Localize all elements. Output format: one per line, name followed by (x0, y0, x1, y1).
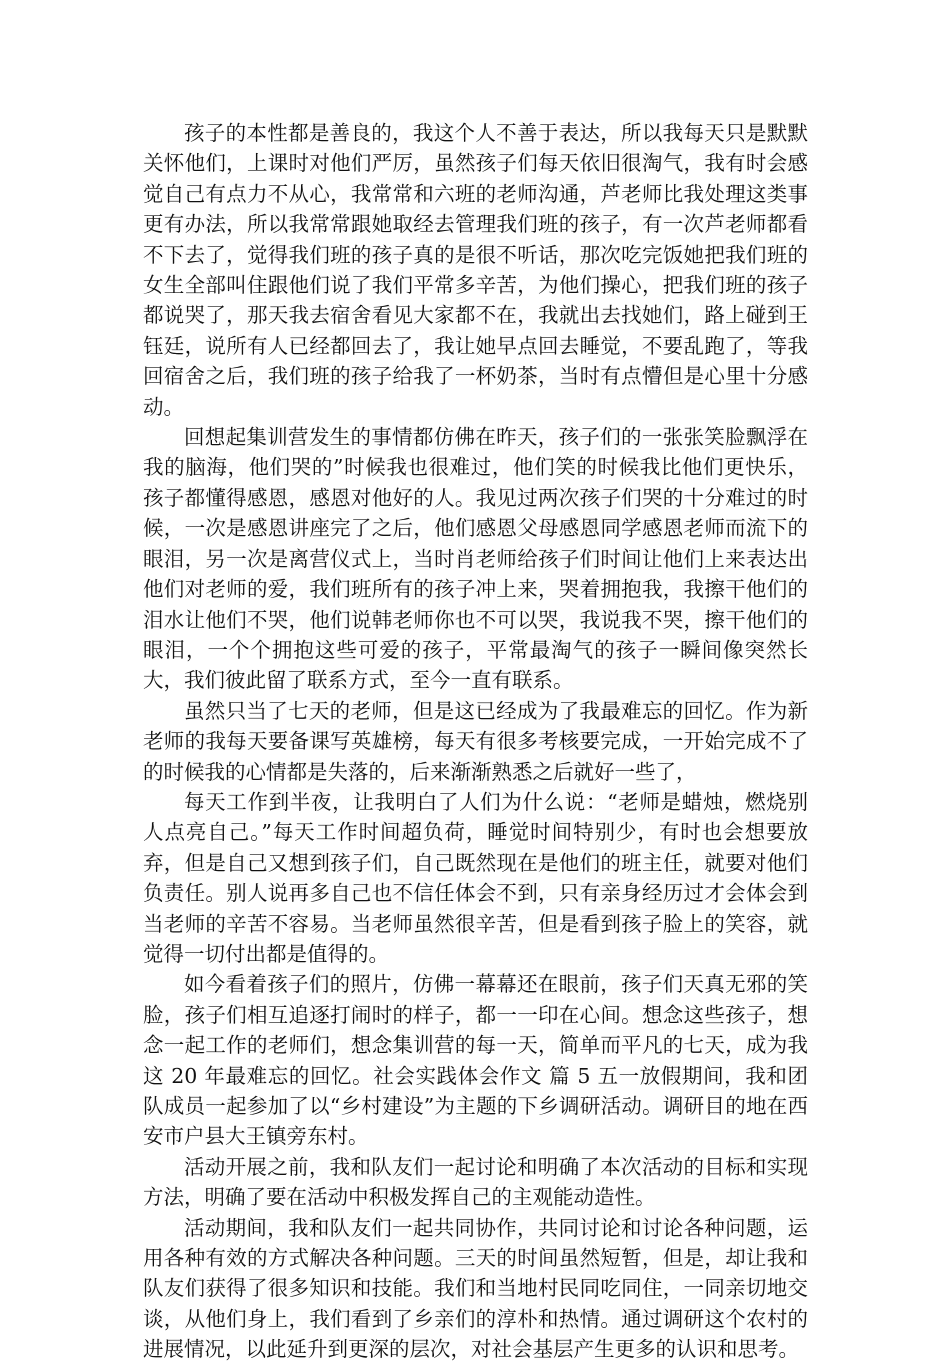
document-page (143, 118, 808, 1365)
paragraph: 虽然只当了七天的老师，但是这已经成为了我最难忘的回忆。作为新老师的我每天要备课写英雄榜，每天有很多考核要完成，一开始完成不了的时候我的心情都是失落的，后来渐渐熟悉之后就好一些了， (143, 698, 808, 784)
paragraph: 活动期间，我和队友们一起共同协作，共同讨论和讨论各种问题，运用各种有效的方式解决各种问题。三天的时间虽然短暂，但是，却让我和队友们获得了很多知识和技能。我们和当地村民同吃同住，一同亲切地交谈，从他们身上，我们看到了乡亲们的淳朴和热情。通过调研这个农村的进展情况，以此延升到更深的层次，对社会基层产生更多的认识和思考。 (143, 1215, 808, 1362)
paragraph: 如今看着孩子们的照片，仿佛一幕幕还在眼前，孩子们天真无邪的笑脸，孩子们相互追逐打闹时的样子，都一一印在心间。想念这些孩子，想念一起工作的老师们，想念集训营的每一天，简单而平凡的七天，成为我这 20 年最难忘的回忆。社会实践体会作文 篇 5 五一放假期间，我和团队成员一起参加了以“乡村建设”为主题的下乡调研活动。调研目的地在西安市户县大王镇旁东村。 (143, 972, 808, 1149)
paragraph: 孩子的本性都是善良的，我这个人不善于表达，所以我每天只是默默关怀他们，上课时对他们严厉，虽然孩子们每天依旧很淘气，我有时会感觉自己有点力不从心，我常常和六班的老师沟通，芦老师比我处理这类事更有办法，所以我常常跟她取经去管理我们班的孩子，有一次芦老师都看不下去了，觉得我们班的孩子真的是很不听话，那次吃完饭她把我们班的女生全部叫住跟他们说了我们平常多辛苦，为他们操心，把我们班的孩子都说哭了，那天我去宿舍看见大家都不在，我就出去找她们，路上碰到王钰廷，说所有人已经都回去了，我让她早点回去睡觉，不要乱跑了，等我回宿舍之后，我们班的孩子给我了一杯奶茶，当时有点懵但是心里十分感动。 (143, 121, 808, 419)
paragraph: 回想起集训营发生的事情都仿佛在昨天，孩子们的一张张笑脸飘浮在我的脑海，他们哭的”时候我也很难过，他们笑的时候我比他们更快乐，孩子都懂得感恩，感恩对他好的人。我见过两次孩子们哭的十分难过的时候，一次是感恩讲座完了之后，他们感恩父母感恩同学感恩老师而流下的眼泪，另一次是离营仪式上，当时肖老师给孩子们时间让他们上来表达出他们对老师的爱，我们班所有的孩子冲上来，哭着拥抱我，我擦干他们的泪水让他们不哭，他们说韩老师你也不可以哭，我说我不哭，擦干他们的眼泪，一个个拥抱这些可爱的孩子，平常最淘气的孩子一瞬间像突然长大，我们彼此留了联系方式，至今一直有联系。 (143, 425, 808, 693)
paragraph: 每天工作到半夜，让我明白了人们为什么说：“老师是蜡烛，燃烧别人点亮自己。”每天工作时间超负荷，睡觉时间特别少，有时也会想要放弃，但是自己又想到孩子们，自己既然现在是他们的班主任，就要对他们负责任。别人说再多自己也不信任体会不到，只有亲身经历过才会体会到当老师的辛苦不容易。当老师虽然很辛苦，但是看到孩子脸上的笑容，就觉得一切付出都是值得的。 (143, 789, 808, 966)
paragraph: 活动开展之前，我和队友们一起讨论和明确了本次活动的目标和实现方法，明确了要在活动中积极发挥自己的主观能动造性。 (143, 1154, 808, 1210)
